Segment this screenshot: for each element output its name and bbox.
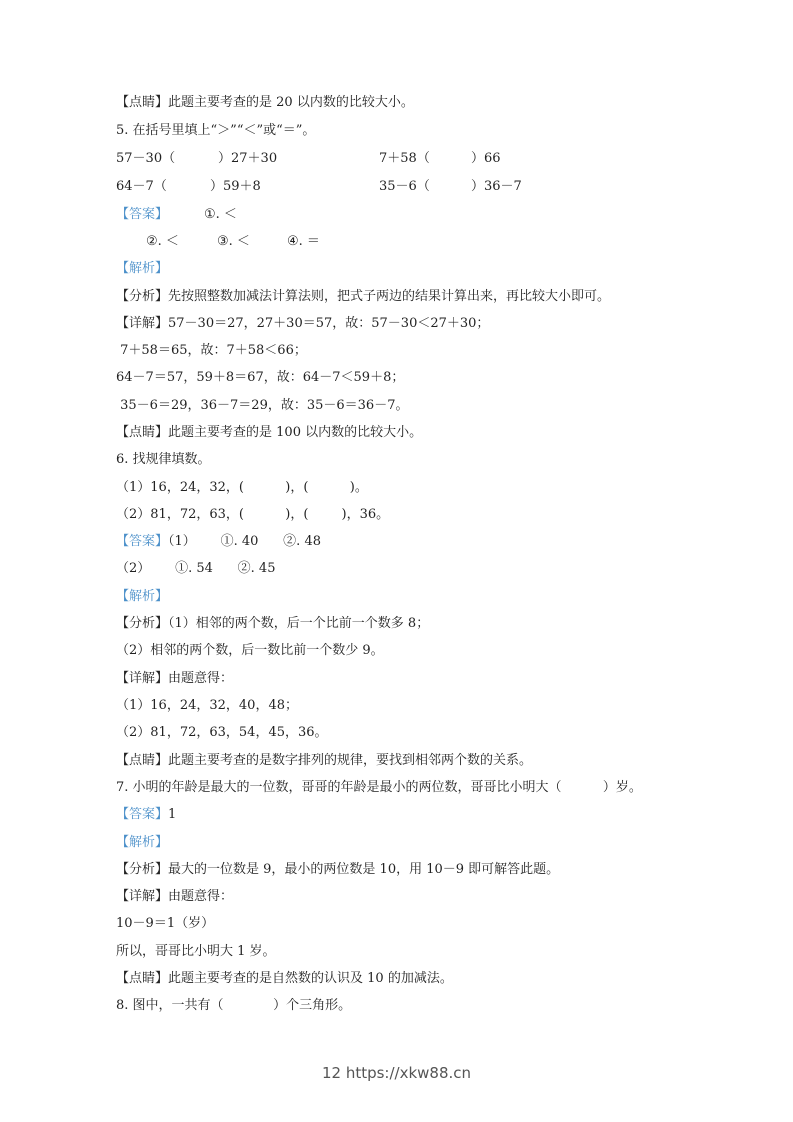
q6-jiexi-label: 【解析】: [116, 589, 169, 604]
q5-answer-label: 【答案】: [116, 207, 169, 222]
xiangjie-label: 【详解】: [116, 889, 169, 904]
q7-stem: 7. 小明的年龄是最大的一位数，哥哥的年龄是最小的两位数，哥哥比小明大（ ）岁。: [116, 780, 642, 795]
dianjing-label: 【点睛】: [116, 425, 169, 440]
fenxi-label: 【分析】: [116, 862, 169, 877]
xiangjie-text: 由题意得：: [168, 889, 234, 904]
q7-jiexi-label: 【解析】: [116, 835, 169, 850]
q7-dianjing: [116, 970, 453, 988]
q5-dianjing: [116, 424, 422, 442]
q5-xiangjie-line-4: 35－6＝29，36－7＝29，故：35－6＝36－7。: [116, 398, 409, 413]
q8-stem: 8. 图中，一共有（ ）个三角形。: [116, 998, 352, 1013]
page-footer: 12 https://xkw88.cn: [321, 1064, 472, 1082]
q6-step-2: （2）81，72，63，54，45，36。: [116, 725, 328, 740]
xiangjie-label: 【详解】: [116, 316, 169, 331]
q5-item-4-right: ）36－7: [471, 179, 522, 194]
dianjing-text: 此题主要考查的是 100 以内数的比较大小。: [168, 425, 423, 440]
q5-item-1-left: 57－30（: [116, 151, 176, 166]
answer-label: 【答案】: [116, 534, 169, 549]
q5-stem: 5. 在括号里填上“＞”“＜”或“＝”。: [116, 123, 316, 138]
answer-line-1: （1） ①. 40 ②. 48: [168, 534, 321, 549]
q6-dianjing: [116, 752, 532, 770]
fenxi-text: 先按照整数加减法计算法则，把式子两边的结果计算出来，再比较大小即可。: [168, 289, 611, 304]
q5-answer-1: ①. ＜: [204, 207, 237, 222]
q7-xiangjie: [116, 888, 233, 906]
q5-item-3-right: ）59＋8: [210, 179, 261, 194]
fenxi-label: 【分析】: [116, 289, 169, 304]
q5-item-3-left: 64－7（: [116, 179, 167, 194]
q7-fenxi: [116, 861, 559, 879]
fenxi-label: 【分析】: [116, 616, 169, 631]
q6-item-1: （1）16，24，32，( )，( )。: [116, 480, 368, 495]
q5-xiangjie-line-2: 7＋58＝65，故：7＋58＜66；: [116, 343, 307, 358]
q5-item-2-left: 7＋58（: [379, 151, 430, 166]
q5-xiangjie: [116, 315, 489, 333]
q6-answer: [116, 533, 321, 551]
q6-stem: 6. 找规律填数。: [116, 452, 211, 467]
q5-answer-4: ④. ＝: [287, 234, 320, 249]
q5-jiexi-label: 【解析】: [116, 261, 169, 276]
answer-value: 1: [168, 807, 177, 822]
q7-step-1: 10－9＝1（岁）: [116, 916, 215, 931]
q5-item-4-left: 35－6（: [379, 179, 430, 194]
q5-answer-2: ②. ＜: [146, 234, 179, 249]
answer-label: 【答案】: [116, 807, 169, 822]
q5-answer-3: ③. ＜: [217, 234, 250, 249]
q6-answer-line-2: （2） ①. 54 ②. 45: [116, 561, 276, 576]
xiangjie-text: 由题意得：: [168, 671, 234, 686]
q6-step-1: （1）16，24，32，40，48；: [116, 698, 298, 713]
dianjing-text: 此题主要考查的是自然数的认识及 10 的加减法。: [168, 971, 453, 986]
q4-dianjing: [116, 94, 414, 112]
q6-fenxi-2: （2）相邻的两个数，后一数比前一个数少 9。: [116, 643, 384, 658]
q5-item-1-right: ）27＋30: [218, 151, 278, 166]
dianjing-label: 【点睛】: [116, 95, 169, 110]
q5-xiangjie-line-3: 64－7＝57，59＋8＝67，故：64－7＜59＋8；: [116, 370, 405, 385]
dianjing-text: 此题主要考查的是 20 以内数的比较大小。: [168, 95, 414, 110]
dianjing-label: 【点睛】: [116, 971, 169, 986]
q5-fenxi: [116, 288, 610, 306]
dianjing-text: 此题主要考查的是数字排列的规律，要找到相邻两个数的关系。: [168, 753, 533, 768]
xiangjie-label: 【详解】: [116, 671, 169, 686]
q6-fenxi: [116, 615, 429, 633]
q6-xiangjie: [116, 670, 233, 688]
dianjing-label: 【点睛】: [116, 753, 169, 768]
q6-item-2: （2）81，72，63，( )，( )，36。: [116, 507, 390, 522]
fenxi-text: 最大的一位数是 9，最小的两位数是 10，用 10－9 即可解答此题。: [168, 862, 560, 877]
q5-item-2-right: ）66: [471, 151, 501, 166]
q7-answer: [116, 806, 176, 824]
xiangjie-line-1: 57－30＝27，27＋30＝57，故：57－30＜27＋30；: [168, 316, 490, 331]
fenxi-text: （1）相邻的两个数，后一个比前一个数多 8；: [168, 616, 430, 631]
q7-step-2: 所以，哥哥比小明大 1 岁。: [116, 944, 276, 959]
